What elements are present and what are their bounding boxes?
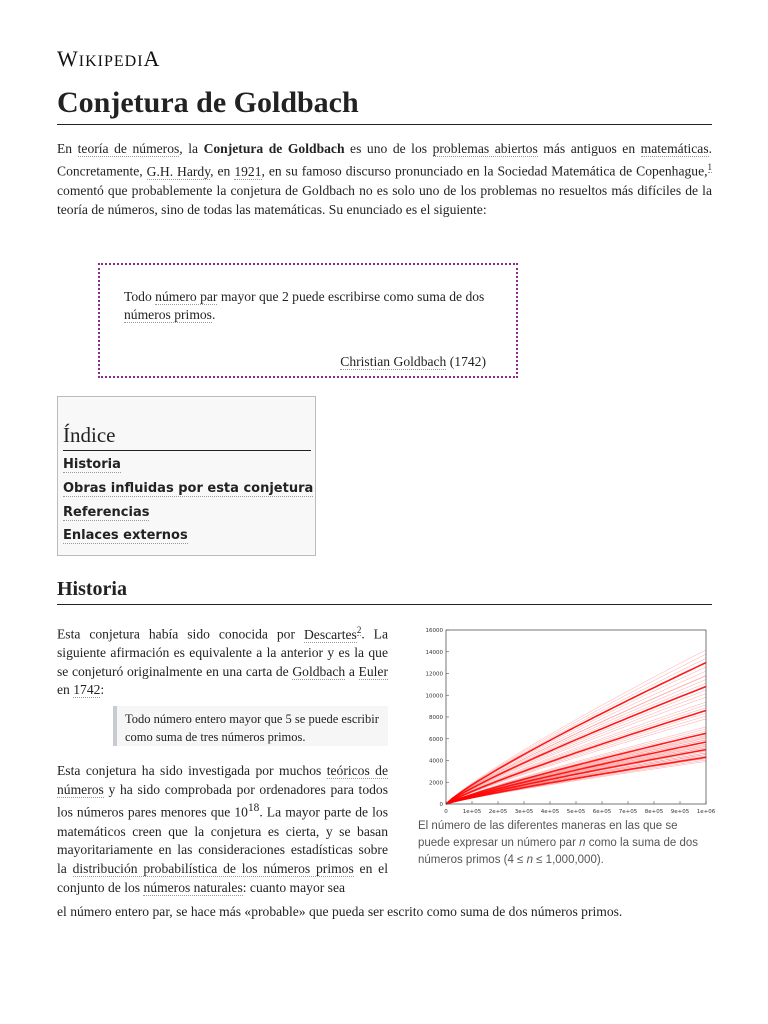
intro-paragraph — [57, 139, 712, 219]
caption-text: como la suma de dos números primos (4 ≤ — [418, 837, 699, 866]
logo-letter-end: A — [143, 46, 161, 71]
text: en — [57, 682, 74, 698]
bold-term: Conjetura de Goldbach — [203, 141, 345, 156]
link-problemas-abiertos[interactable]: problemas abiertos — [432, 141, 538, 156]
caption-variable: n — [526, 854, 533, 866]
link-1921[interactable]: 1921 — [234, 163, 262, 179]
wikipedia-logo[interactable] — [57, 46, 160, 72]
y-tick-label: 16000 — [425, 628, 443, 634]
historia-paragraph-end: el número entero par, se hace más «probable» que pueda ser escrito como suma de dos números primos. — [57, 904, 623, 919]
y-tick-label: 12000 — [425, 671, 443, 678]
intro-text: es uno de los — [344, 141, 433, 156]
logo-letter: W — [57, 46, 79, 71]
goldbach-chart — [418, 626, 716, 816]
text: y ha sido comprobada por ordenadores para todos los números pares menores que 10 — [57, 781, 388, 820]
text: . La siguiente afirmación es equivalente a la anterior y es la que se conjeturó originalmente en una carta de — [57, 626, 388, 679]
reference-2[interactable]: 2 — [356, 625, 362, 635]
x-tick-label: 1e+06 — [696, 809, 716, 815]
intro-text: En — [57, 141, 78, 156]
reference-1[interactable]: 1 — [707, 162, 713, 172]
intro-text: más antiguos en — [537, 141, 641, 156]
intro-text: , en — [210, 163, 235, 179]
link-euler[interactable]: Euler — [358, 663, 388, 679]
link-descartes[interactable]: Descartes — [303, 626, 357, 642]
link-teoricos-de-numeros[interactable]: teóricos de números — [57, 763, 388, 797]
quote-attribution — [340, 354, 486, 370]
link-numero-par[interactable]: número par — [155, 289, 218, 304]
toc-item-referencias[interactable]: Referencias — [63, 505, 150, 520]
text: : cuanto mayor sea — [242, 879, 346, 895]
text: . La mayor parte de los matemáticos creen que la conjetura es cierta, y se basan mayoritariamente en las consideraciones estadísticas sobre la — [57, 804, 388, 877]
blockquote: Todo número entero mayor que 5 se puede escribir como suma de tres números primos. — [113, 706, 388, 746]
caption-text: El número de las diferentes maneras en las que se puede expresar un número par — [418, 820, 678, 849]
logo-letters: IKIPEDI — [78, 53, 144, 70]
table-of-contents — [57, 396, 316, 556]
y-tick-label: 0 — [439, 802, 443, 808]
exponent: 18 — [247, 802, 260, 815]
x-tick-label: 4e+05 — [540, 809, 560, 815]
caption-text: ≤ 1,000,000). — [532, 854, 604, 866]
intro-text: . Concretamente, — [57, 141, 713, 179]
intro-text: comentó que probablemente la conjetura de Goldbach no es solo uno de los problemas no resueltos más difíciles de la teoría de números, sino de todas las matemáticas. Su enunciado es el siguiente: — [57, 182, 712, 217]
goldbach-figure[interactable] — [418, 626, 716, 816]
quote-box — [98, 263, 518, 378]
historia-paragraph-2 — [57, 762, 388, 897]
y-tick-label: 6000 — [429, 736, 443, 743]
y-tick-label: 14000 — [425, 649, 443, 656]
quote-part: . — [211, 307, 216, 322]
x-tick-label: 0 — [444, 809, 448, 815]
x-tick-label: 2e+05 — [488, 809, 508, 815]
intro-text: , la — [179, 141, 204, 156]
link-christian-goldbach[interactable]: Christian Goldbach — [340, 354, 447, 369]
quote-text — [124, 288, 494, 324]
text: : — [100, 682, 105, 698]
link-distribucion-probabilistica[interactable]: distribución probabilística de los números primos — [72, 861, 354, 877]
link-1742[interactable]: 1742 — [73, 682, 101, 698]
intro-text: , en su famoso discurso pronunciado en la Sociedad Matemática de Copenhague, — [261, 163, 708, 179]
toc-item-enlaces[interactable]: Enlaces externos — [63, 528, 188, 543]
y-tick-label: 4000 — [429, 758, 443, 765]
x-tick-label: 5e+05 — [566, 809, 586, 815]
x-tick-label: 6e+05 — [592, 809, 612, 815]
x-tick-label: 7e+05 — [618, 809, 638, 815]
text: Esta conjetura ha sido investigada por muchos — [57, 763, 327, 778]
link-hardy[interactable]: G.H. Hardy — [146, 163, 211, 179]
y-tick-label: 8000 — [429, 715, 443, 721]
link-numeros-naturales[interactable]: números naturales — [143, 879, 243, 895]
caption-variable: n — [579, 837, 586, 849]
figure-caption — [418, 818, 708, 869]
link-numeros-primos[interactable]: números primos — [124, 307, 212, 322]
y-tick-label: 10000 — [425, 693, 443, 700]
toc-item-obras[interactable]: Obras influidas por esta conjetura — [63, 481, 314, 496]
x-tick-label: 8e+05 — [644, 809, 664, 815]
toc-title: Índice — [63, 423, 311, 451]
text: en el conjunto de los — [57, 861, 388, 895]
x-tick-label: 1e+05 — [462, 809, 482, 815]
x-tick-label: 3e+05 — [514, 809, 534, 815]
text: a — [345, 663, 359, 679]
quote-year: (1742) — [446, 354, 486, 369]
text: Esta conjetura había sido conocida por — [57, 626, 304, 642]
historia-paragraph-1 — [57, 621, 388, 700]
link-teoria-de-numeros[interactable]: teoría de números — [77, 141, 180, 156]
page-title: Conjetura de Goldbach — [57, 84, 712, 125]
x-tick-label: 9e+05 — [670, 809, 690, 815]
y-tick-label: 2000 — [429, 780, 443, 787]
link-goldbach[interactable]: Goldbach — [292, 663, 346, 679]
section-heading-historia: Historia — [57, 578, 712, 605]
quote-part: mayor que 2 puede escribirse como suma de dos — [217, 289, 485, 304]
toc-item-historia[interactable]: Historia — [63, 457, 121, 472]
link-matematicas[interactable]: matemáticas — [640, 141, 709, 156]
quote-part: Todo — [124, 289, 156, 304]
